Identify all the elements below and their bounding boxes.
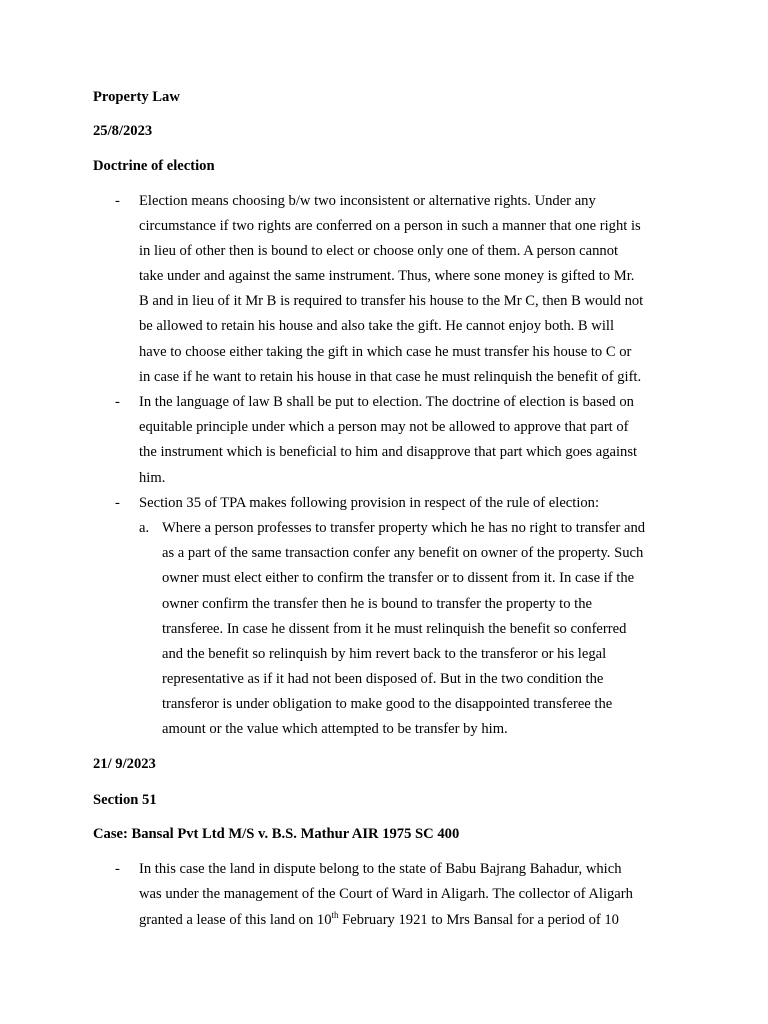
- paragraph-line: equitable principle under which a person may not be allowed to approve that part of: [139, 419, 629, 435]
- paragraph-line: as a part of the same transaction confer any benefit on owner of the property. Such: [162, 545, 644, 561]
- paragraph-line: him.: [139, 470, 166, 486]
- paragraph-line: take under and against the same instrument. Thus, where sone money is gifted to Mr.: [139, 268, 635, 284]
- paragraph-line: representative as if it had not been disposed of. But in the two condition the: [162, 671, 604, 687]
- bullet-marker: -: [115, 495, 120, 511]
- paragraph-line: be allowed to retain his house and also take the gift. He cannot enjoy both. B will: [139, 318, 614, 334]
- paragraph-line: transferee. In case he dissent from it he must relinquish the benefit so conferred: [162, 621, 627, 637]
- paragraph-line: Where a person professes to transfer property which he has no right to transfer and: [162, 520, 646, 536]
- bullet-marker: -: [115, 861, 120, 877]
- section-heading: Section 51: [93, 792, 157, 808]
- paragraph-line: circumstance if two rights are conferred on a person in such a manner that one right is: [139, 218, 641, 234]
- case-heading: Case: Bansal Pvt Ltd M/S v. B.S. Mathur AIR 1975 SC 400: [93, 826, 460, 842]
- paragraph-line: Section 35 of TPA makes following provision in respect of the rule of election:: [139, 495, 600, 511]
- paragraph-line: In the language of law B shall be put to election. The doctrine of election is based on: [139, 394, 634, 410]
- paragraph-line: was under the management of the Court of Ward in Aligarh. The collector of Aligarh: [139, 886, 633, 902]
- paragraph-line: in case if he want to retain his house in that case he must relinquish the benefit of gift.: [139, 369, 642, 385]
- paragraph-line: Election means choosing b/w two inconsistent or alternative rights. Under any: [139, 193, 596, 209]
- date-heading: 21/ 9/2023: [93, 756, 156, 772]
- paragraph-line: [139, 911, 619, 929]
- paragraph-line: have to choose either taking the gift in which case he must transfer his house to C or: [139, 344, 632, 360]
- paragraph-line: transferor is under obligation to make good to the disappointed transferee the: [162, 696, 613, 712]
- paragraph-line: in lieu of other then is bound to elect or choose only one of them. A person cannot: [139, 243, 619, 259]
- bullet-marker: -: [115, 394, 120, 410]
- topic-heading: Doctrine of election: [93, 158, 215, 174]
- paragraph-line: and the benefit so relinquish by him revert back to the transferor or his legal: [162, 646, 607, 662]
- paragraph-line: B and in lieu of it Mr B is required to transfer his house to the Mr C, then B would not: [139, 293, 644, 309]
- text-run: granted a lease of this land on 10: [139, 912, 332, 928]
- paragraph-line: amount or the value which attempted to be transfer by him.: [162, 721, 508, 737]
- paragraph-line: the instrument which is beneficial to him and disapprove that part which goes against: [139, 444, 638, 460]
- paragraph-line: In this case the land in dispute belong to the state of Babu Bajrang Bahadur, which: [139, 861, 622, 877]
- paragraph-line: owner confirm the transfer then he is bound to transfer the property to the: [162, 596, 592, 612]
- text-run: February 1921 to Mrs Bansal for a period of 10: [338, 912, 619, 928]
- sub-item-marker: a.: [139, 520, 150, 536]
- date-heading: 25/8/2023: [93, 123, 153, 139]
- paragraph-line: owner must elect either to confirm the transfer or to dissent from it. In case if the: [162, 570, 635, 586]
- document-title: Property Law: [93, 89, 180, 105]
- superscript: th: [331, 910, 339, 920]
- bullet-marker: -: [115, 193, 120, 209]
